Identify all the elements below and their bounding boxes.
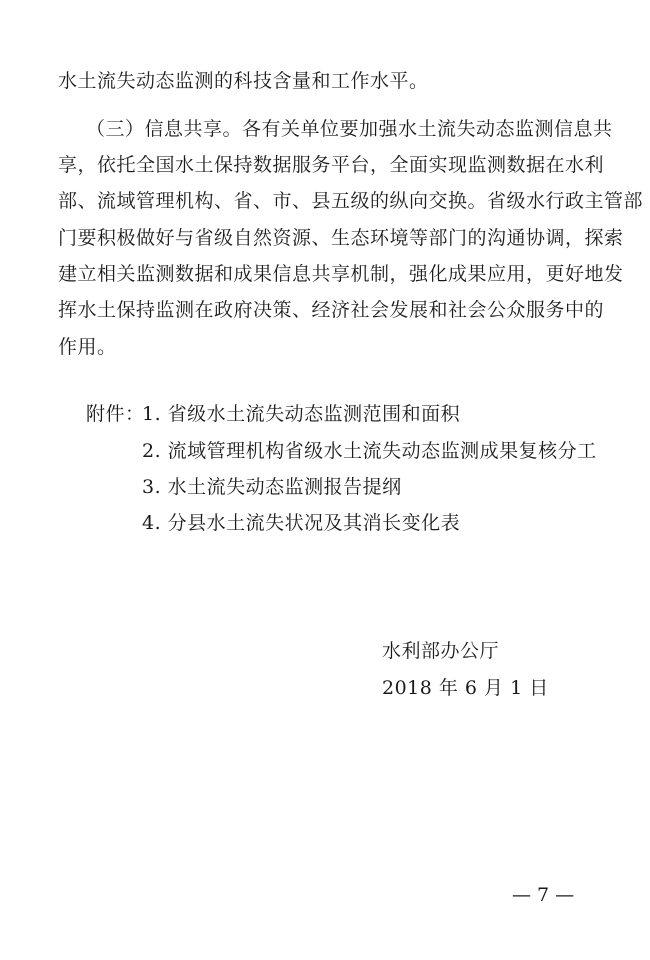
body-line-8: 作用。 <box>58 336 117 358</box>
body-line-3: 享，依托全国水土保持数据服务平台，全面实现监测数据在水利 <box>58 154 605 176</box>
body-line-6: 建立相关监测数据和成果信息共享机制，强化成果应用，更好地发 <box>58 263 624 285</box>
body-line-2: （三）信息共享。各有关单位要加强水土流失动态监测信息共 <box>86 118 613 140</box>
body-line-7: 挥水土保持监测在政府决策、经济社会发展和社会公众服务中的 <box>58 299 605 321</box>
attachments-label: 附件： <box>86 403 145 425</box>
attachment-item-3: 3. 水土流失动态监测报告提纲 <box>142 476 402 498</box>
issuer-name: 水利部办公厅 <box>382 640 500 662</box>
body-line-1: 水土流失动态监测的科技含量和工作水平。 <box>58 70 429 92</box>
attachment-item-1: 1. 省级水土流失动态监测范围和面积 <box>142 403 461 425</box>
attachment-item-4: 4. 分县水土流失状况及其消长变化表 <box>142 512 461 534</box>
issue-date: 2018 年 6 月 1 日 <box>382 677 549 699</box>
body-line-4: 部、流域管理机构、省、市、县五级的纵向交换。省级水行政主管部 <box>58 190 644 212</box>
body-line-5: 门要积极做好与省级自然资源、生态环境等部门的沟通协调，探索 <box>58 227 624 249</box>
page-number: — 7 — <box>512 884 575 906</box>
attachment-item-2: 2. 流域管理机构省级水土流失动态监测成果复核分工 <box>142 440 597 462</box>
